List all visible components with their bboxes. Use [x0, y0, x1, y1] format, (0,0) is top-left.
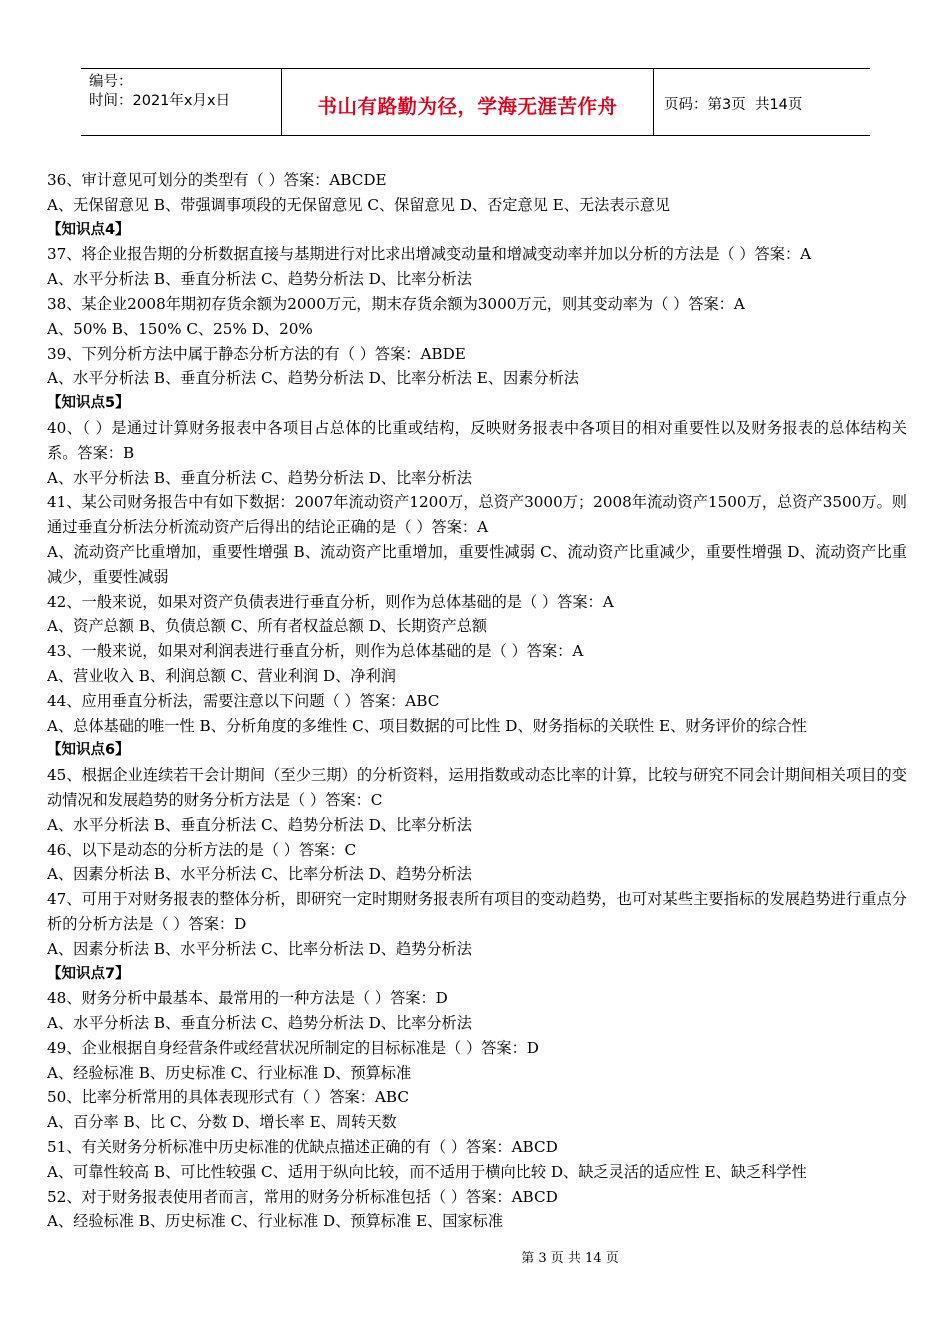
text-line: A、百分率 B、比 C、分数 D、增长率 E、周转天数 [47, 1113, 397, 1132]
text-line: A、可靠性较高 B、可比性较强 C、适用于纵向比较，而不适用于横向比较 D、缺乏灵活的适应性 E、缺乏科学性 [47, 1162, 807, 1181]
text-line: A、因素分析法 B、水平分析法 C、比率分析法 D、趋势分析法 [47, 865, 472, 884]
text-line: A、水平分析法 B、垂直分析法 C、趋势分析法 D、比率分析法 [47, 468, 472, 487]
text-line: 49、企业根据自身经营条件或经营状况所制定的目标标准是（ ）答案：D [47, 1038, 539, 1057]
header-date-label: 时间：2021年x月x日 [89, 93, 231, 109]
page-header [81, 68, 870, 136]
page-footer: 第 3 页 共 14 页 [521, 1251, 619, 1266]
text-line: A、水平分析法 B、垂直分析法 C、趋势分析法 D、比率分析法 [47, 270, 472, 289]
text-line: A、营业收入 B、利润总额 C、营业利润 D、净利润 [47, 666, 396, 685]
text-line: 52、对于财务报表使用者而言，常用的财务分析标准包括（ ）答案：ABCD [47, 1187, 558, 1206]
text-line: A、水平分析法 B、垂直分析法 C、趋势分析法 D、比率分析法 [47, 815, 472, 834]
text-line: 42、一般来说，如果对资产负债表进行垂直分析，则作为总体基础的是（ ）答案：A [47, 592, 614, 611]
text-line: A、50% B、150% C、25% D、20% [47, 319, 313, 338]
header-motto: 书山有路勤为径，学海无涯苦作舟 [282, 69, 654, 135]
text-line: 37、将企业报告期的分析数据直接与基期进行对比求出增减变动量和增减变动率并加以分析的方法是（ ）答案：A [47, 245, 812, 264]
header-number-label: 编号： [89, 74, 133, 90]
text-line: 44、应用垂直分析法，需要注意以下问题（ ）答案：ABC [47, 691, 440, 710]
text-line: A、资产总额 B、负债总额 C、所有者权益总额 D、长期资产总额 [47, 617, 488, 636]
text-line: A、经验标准 B、历史标准 C、行业标准 D、预算标准 E、国家标准 [47, 1212, 504, 1231]
text-line: 47、可用于对财务报表的整体分析，即研究一定时期财务报表所有项目的变动趋势，也可对某些主要指标的发展趋势进行重点分析的分析方法是（ ）答案：D [47, 890, 907, 933]
section-heading: 【知识点5】 [47, 395, 130, 412]
text-line: 48、财务分析中最基本、最常用的一种方法是（ ）答案：D [47, 989, 448, 1008]
document-body [47, 168, 907, 1234]
text-line: A、流动资产比重增加，重要性增强 B、流动资产比重增加，重要性减弱 C、流动资产比重减少，重要性增强 D、流动资产比重减少，重要性减弱 [47, 542, 907, 586]
section-heading: 【知识点4】 [47, 221, 130, 238]
section-heading: 【知识点6】 [47, 742, 130, 759]
text-line: 41、某公司财务报告中有如下数据：2007年流动资产1200万，总资产3000万；2008年流动资产1500万，总资产3500万。则通过垂直分析法分析流动资产后得出的结论正确的是（ ）答案：A [47, 493, 907, 537]
text-line: 40、（ ）是通过计算财务报表中各项目占总体的比重或结构，反映财务报表中各项目的相对重要性以及财务报表的总体结构关系。答案：B [47, 418, 907, 462]
text-line: A、总体基础的唯一性 B、分析角度的多维性 C、项目数据的可比性 D、财务指标的关联性 E、财务评价的综合性 [47, 716, 807, 735]
text-line: 45、根据企业连续若干会计期间（至少三期）的分析资料，运用指数或动态比率的计算，比较与研究不同会计期间相关项目的变动情况和发展趋势的财务分析方法是（ ）答案：C [47, 766, 907, 809]
text-line: 38、某企业2008年期初存货余额为2000万元，期末存货余额为3000万元，则其变动率为（ ）答案：A [47, 294, 745, 313]
text-line: A、因素分析法 B、水平分析法 C、比率分析法 D、趋势分析法 [47, 939, 472, 958]
text-line: 39、下列分析方法中属于静态分析方法的有（ ）答案：ABDE [47, 344, 466, 363]
text-line: A、无保留意见 B、带强调事项段的无保留意见 C、保留意见 D、否定意见 E、无法表示意见 [47, 195, 671, 214]
text-line: 43、一般来说，如果对利润表进行垂直分析，则作为总体基础的是（ ）答案：A [47, 642, 584, 661]
text-line: 36、审计意见可划分的类型有（ ）答案：ABCDE [47, 171, 387, 189]
header-page-info-cell [654, 69, 870, 135]
text-line: A、水平分析法 B、垂直分析法 C、趋势分析法 D、比率分析法 [47, 1014, 472, 1033]
header-left-cell [81, 69, 282, 135]
text-line: 51、有关财务分析标准中历史标准的优缺点描述正确的有（ ）答案：ABCD [47, 1138, 558, 1157]
text-line: A、水平分析法 B、垂直分析法 C、趋势分析法 D、比率分析法 E、因素分析法 [47, 369, 579, 388]
text-line: A、经验标准 B、历史标准 C、行业标准 D、预算标准 [47, 1063, 412, 1082]
header-page-info: 页码：第3页 共14页 [664, 96, 803, 113]
text-line: 50、比率分析常用的具体表现形式有（ ）答案：ABC [47, 1088, 409, 1107]
text-line: 46、以下是动态的分析方法的是（ ）答案：C [47, 840, 357, 859]
section-heading: 【知识点7】 [47, 965, 130, 982]
